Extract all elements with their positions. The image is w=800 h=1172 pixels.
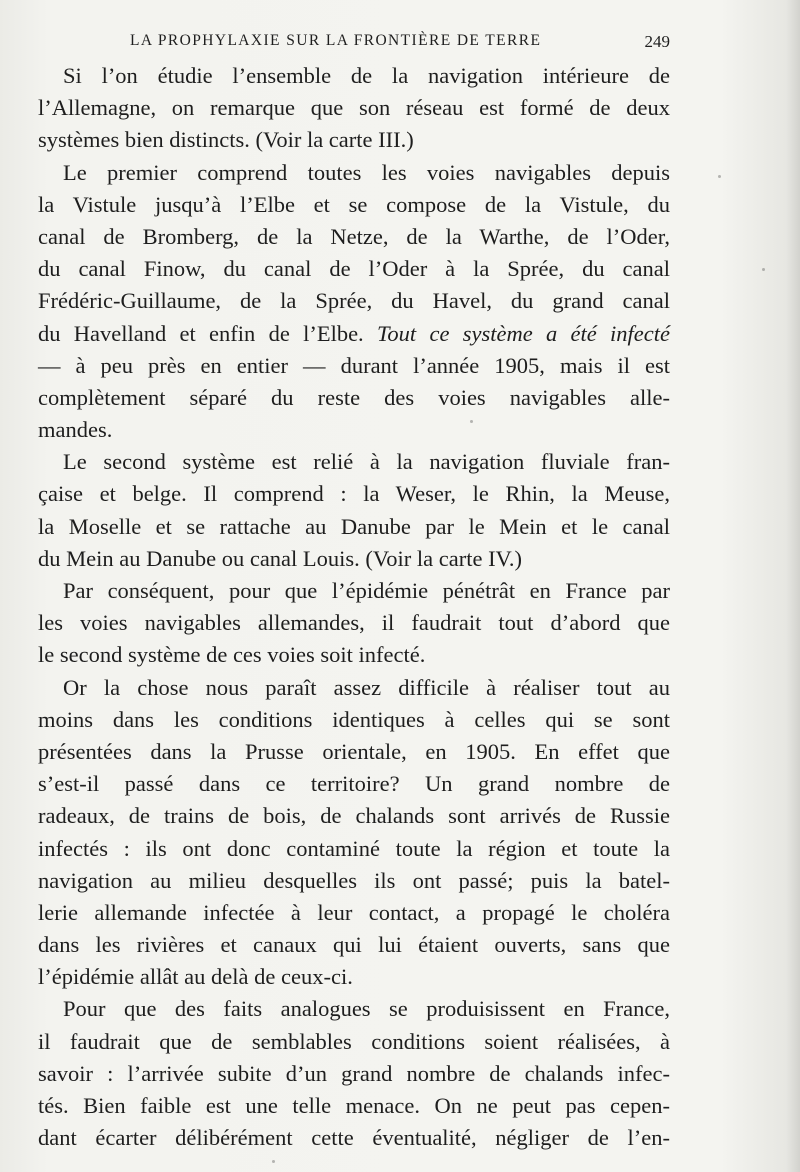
text-line: Si l’on étudie l’ensemble de la navigation intérieure de — [63, 63, 670, 88]
text-line: mandes. — [38, 417, 113, 443]
text-line: Le second système est relié à la navigation fluviale fran- — [63, 449, 670, 475]
paragraph — [38, 60, 670, 157]
text-line: du canal Finow, du canal de l’Oder à la Sprée, du canal — [38, 256, 670, 282]
text-line: Pour que des faits analogues se produisissent en France, — [63, 996, 670, 1022]
text-line: Or la chose nous paraît assez difficile à réaliser tout au — [63, 674, 670, 700]
text-line: le second système de ces voies soit infecté. — [38, 642, 426, 668]
paper-speck — [762, 268, 765, 271]
text-line: présentées dans la Prusse orientale, en 1905. En effet que — [38, 738, 670, 764]
text-line: lerie allemande infectée à leur contact, a propagé le choléra — [38, 899, 670, 925]
paragraph — [38, 672, 670, 994]
text-line: complètement séparé du reste des voies navigables alle- — [38, 384, 670, 410]
italic-phrase: Tout ce système a été infecté — [376, 320, 670, 346]
paragraph — [38, 575, 670, 672]
text-line: la Moselle et se rattache au Danube par le Mein et le canal — [38, 513, 670, 539]
text-line: infectés : ils ont donc contaminé toute la région et toute la — [38, 835, 670, 861]
body-text — [38, 60, 670, 1154]
text-line: tés. Bien faible est une telle menace. On ne peut pas cepen- — [38, 1093, 670, 1118]
text-line: radeaux, de trains de bois, de chalands sont arrivés de Russie — [38, 803, 670, 829]
text-line: moins dans les conditions identiques à celles qui se sont — [38, 706, 670, 732]
text-line: dans les rivières et canaux qui lui étaient ouverts, sans que — [38, 932, 670, 958]
text-line: Le premier comprend toutes les voies navigables depuis — [63, 159, 670, 185]
page-gutter-shadow — [786, 0, 800, 1172]
text-line-start: du Havelland et enfin de l’Elbe. — [38, 320, 364, 346]
text-line: les voies navigables allemandes, il faudrait tout d’abord que — [38, 610, 670, 636]
text-line: s’est-il passé dans ce territoire? Un grand nombre de — [38, 771, 670, 797]
text-line: Frédéric-Guillaume, de la Sprée, du Havel, du grand canal — [38, 288, 670, 314]
paper-speck — [470, 420, 473, 423]
paragraph — [38, 446, 670, 575]
paragraph — [38, 157, 670, 447]
running-title: LA PROPHYLAXIE SUR LA FRONTIÈRE DE TERRE — [130, 32, 542, 49]
page-number: 249 — [644, 32, 670, 51]
text-line: systèmes bien distincts. (Voir la carte III.) — [38, 127, 414, 153]
text-line: l’épidémie allât au delà de ceux-ci. — [38, 964, 353, 990]
text-line: Par conséquent, pour que l’épidémie pénétrât en France par — [63, 578, 670, 603]
paragraph — [38, 993, 670, 1154]
text-line: du Mein au Danube ou canal Louis. (Voir la carte IV.) — [38, 545, 523, 571]
text-line: canal de Bromberg, de la Netze, de la Warthe, de l’Oder, — [38, 223, 670, 249]
text-line-with-italic — [38, 318, 670, 350]
text-line: la Vistule jusqu’à l’Elbe et se compose de la Vistule, du — [38, 191, 670, 217]
paper-speck — [718, 175, 721, 178]
text-line: navigation au milieu desquelles ils ont passé; puis la batel- — [38, 867, 670, 893]
text-line: il faudrait que de semblables conditions soient réalisées, à — [38, 1028, 670, 1054]
running-head — [130, 32, 670, 54]
paper-speck — [272, 1160, 275, 1163]
text-line: l’Allemagne, on remarque que son réseau est formé de deux — [38, 95, 670, 121]
text-line: çaise et belge. Il comprend : la Weser, le Rhin, la Meuse, — [38, 481, 670, 507]
text-line: dant écarter délibérément cette éventualité, négliger de l’en- — [38, 1125, 670, 1151]
text-line: savoir : l’arrivée subite d’un grand nombre de chalands infec- — [38, 1060, 670, 1086]
text-line: — à peu près en entier — durant l’année 1905, mais il est — [38, 352, 670, 378]
